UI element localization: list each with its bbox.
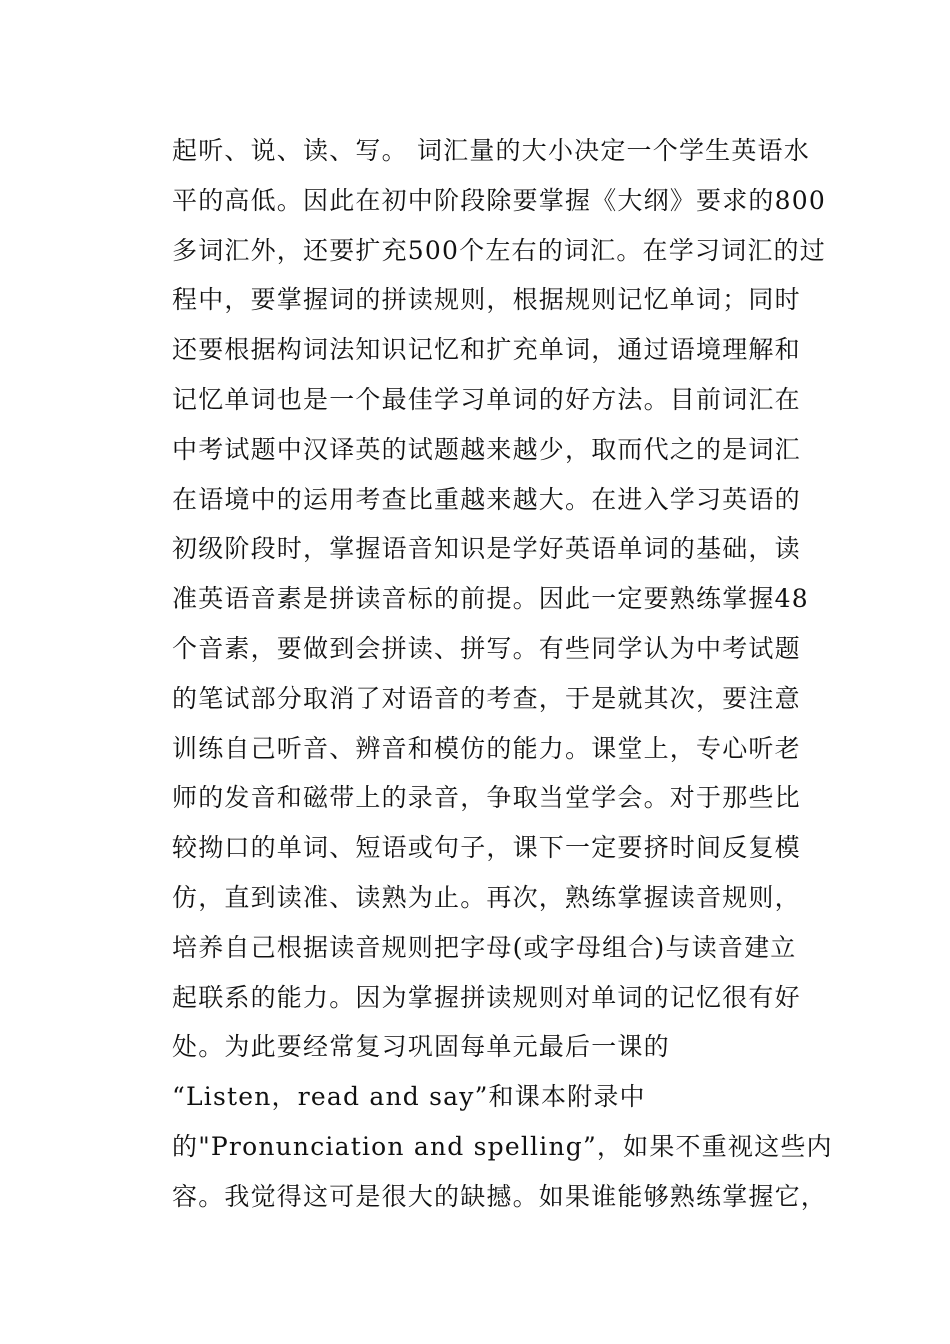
text-line-19: 处。为此要经常复习巩固每单元最后一课的 [172,1032,670,1062]
text-line-17: 培养自己根据读音规则把字母(或字母组合)与读音建立 [172,932,797,962]
text-line-4: 程中，要掌握词的拼读规则，根据规则记忆单词；同时 [172,285,801,315]
text-line-3: 多词汇外，还要扩充500个左右的词汇。在学习词汇的过 [172,235,826,265]
text-line-22: 容。我觉得这可是很大的缺撼。如果谁能够熟练掌握它， [172,1181,828,1211]
text-line-11: 个音素，要做到会拼读、拼写。有些同学认为中考试题 [172,633,801,663]
text-line-2: 平的高低。因此在初中阶段除要掌握《大纲》要求的800 [172,185,826,215]
text-line-15: 较拗口的单词、短语或句子，课下一定要挤时间反复模 [172,833,801,863]
text-line-5: 还要根据构词法知识记忆和扩充单词，通过语境理解和 [172,335,801,365]
text-line-13: 训练自己听音、辨音和模仿的能力。课堂上，专心听老 [172,733,801,763]
text-line-21: 的"Pronunciation and spelling”，如果不重视这些内 [172,1131,833,1161]
text-line-9: 初级阶段时，掌握语音知识是学好英语单词的基础，读 [172,534,801,564]
text-line-20: “Listen，read and say”和课本附录中 [172,1082,646,1112]
text-line-1: 起听、说、读、写。 词汇量的大小决定一个学生英语水 [172,136,810,165]
text-line-12: 的笔试部分取消了对语音的考查，于是就其次，要注意 [172,683,801,713]
body-text [172,126,833,1222]
text-line-14: 师的发音和磁带上的录音，争取当堂学会。对于那些比 [172,783,801,813]
text-line-10: 准英语音素是拼读音标的前提。因此一定要熟练掌握48 [172,584,809,614]
text-line-18: 起联系的能力。因为掌握拼读规则对单词的记忆很有好 [172,982,801,1012]
text-line-7: 中考试题中汉译英的试题越来越少，取而代之的是词汇 [172,434,801,464]
text-line-16: 仿，直到读准、读熟为止。再次，熟练掌握读音规则， [172,882,801,912]
text-line-8: 在语境中的运用考查比重越来越大。在进入学习英语的 [172,484,801,514]
text-line-6: 记忆单词也是一个最佳学习单词的好方法。目前词汇在 [172,384,801,414]
